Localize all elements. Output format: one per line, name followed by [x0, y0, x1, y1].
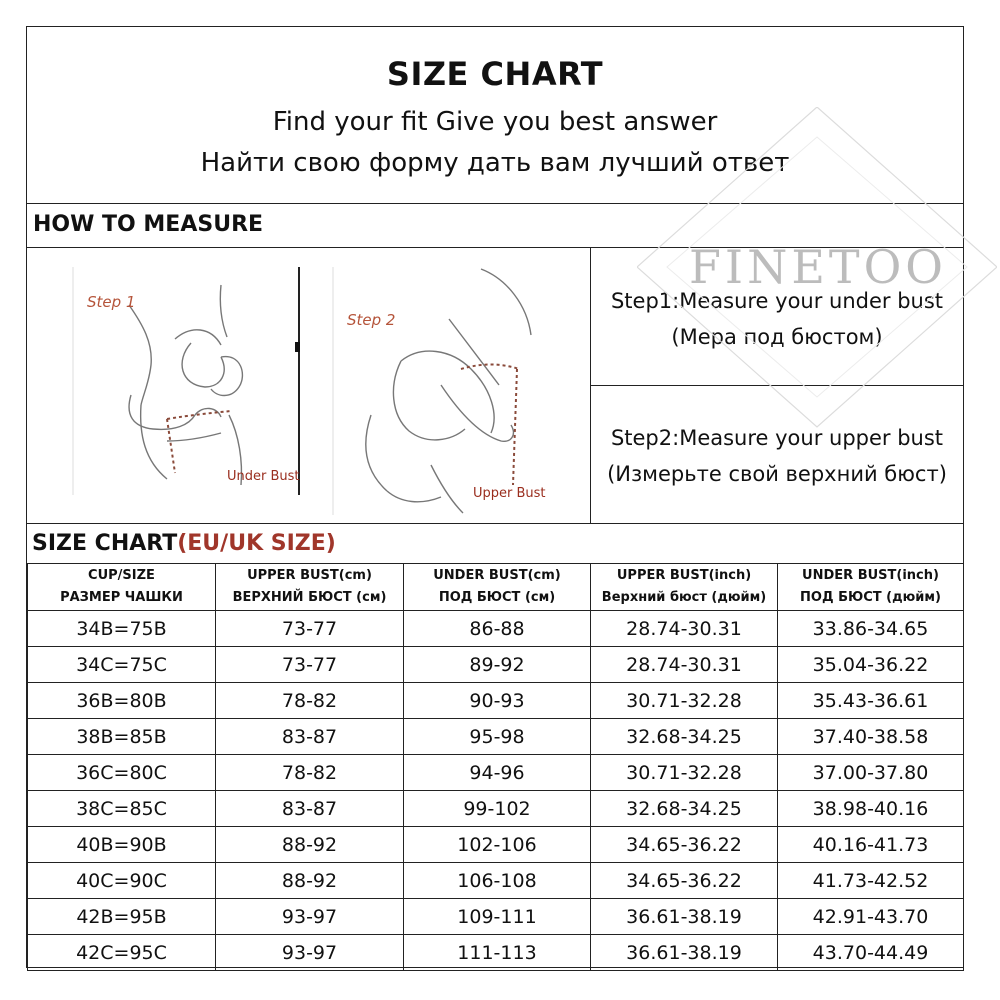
table-cell: 34B=75B: [28, 611, 216, 647]
header-section: [27, 27, 963, 204]
table-header-row: [28, 564, 964, 611]
step2-text: Step2:Measure your upper bust: [610, 426, 944, 450]
table-cell: 38C=85C: [28, 791, 216, 827]
table-cell: 90-93: [404, 683, 591, 719]
column-header-en: UNDER BUST(cm): [433, 568, 561, 583]
step1-label: Step 1: [87, 293, 136, 311]
column-header-en: CUP/SIZE: [88, 568, 155, 583]
table-row: [28, 611, 964, 647]
table-cell: 78-82: [216, 755, 404, 791]
table-row: [28, 647, 964, 683]
column-header-ru: ПОД БЮСТ (см): [438, 590, 556, 605]
table-cell: 106-108: [404, 863, 591, 899]
how-to-measure-heading-row: [27, 203, 963, 248]
table-cell: 41.73-42.52: [778, 863, 964, 899]
table-cell: 42.91-43.70: [778, 899, 964, 935]
table-cell: 88-92: [216, 863, 404, 899]
column-header: [778, 564, 964, 611]
table-cell: 36B=80B: [28, 683, 216, 719]
table-cell: 30.71-32.28: [591, 683, 778, 719]
table-cell: 35.43-36.61: [778, 683, 964, 719]
table-cell: 93-97: [216, 899, 404, 935]
step2-instructions: [591, 386, 963, 523]
table-cell: 86-88: [404, 611, 591, 647]
step2-text-russian: (Измерьте свой верхний бюст): [607, 462, 947, 486]
subtitle: Find your fit Give you best answer: [272, 107, 718, 137]
table-cell: 111-113: [404, 935, 591, 971]
column-header-ru: ПОД БЮСТ (дюйм): [800, 590, 941, 605]
table-cell: 73-77: [216, 647, 404, 683]
column-header: [591, 564, 778, 611]
table-cell: 42B=95B: [28, 899, 216, 935]
table-cell: 36.61-38.19: [591, 935, 778, 971]
table-cell: 95-98: [404, 719, 591, 755]
table-cell: 109-111: [404, 899, 591, 935]
separator-marker: [295, 342, 300, 352]
table-cell: 35.04-36.22: [778, 647, 964, 683]
size-chart-heading-row: [27, 523, 963, 564]
how-to-measure-title: HOW TO MEASURE: [33, 212, 264, 237]
table-cell: 37.00-37.80: [778, 755, 964, 791]
size-chart-title-main: SIZE CHART: [32, 531, 178, 556]
column-header-en: UPPER BUST(inch): [616, 568, 752, 583]
table-cell: 43.70-44.49: [778, 935, 964, 971]
column-header-ru: Верхний бюст (дюйм): [601, 590, 767, 605]
size-chart-card: [26, 26, 964, 968]
table-cell: 38B=85B: [28, 719, 216, 755]
upper-bust-label: Upper Bust: [473, 486, 546, 501]
step1-instructions: [591, 247, 963, 386]
column-header: [404, 564, 591, 611]
table-cell: 89-92: [404, 647, 591, 683]
table-row: [28, 683, 964, 719]
table-cell: 88-92: [216, 827, 404, 863]
measure-illustrations: [27, 247, 591, 523]
table-row: [28, 827, 964, 863]
table-row: [28, 863, 964, 899]
table-cell: 28.74-30.31: [591, 647, 778, 683]
table-cell: 94-96: [404, 755, 591, 791]
column-header: [216, 564, 404, 611]
table-cell: 32.68-34.25: [591, 791, 778, 827]
table-cell: 42C=95C: [28, 935, 216, 971]
size-chart-title: [32, 531, 336, 556]
column-header-en: UPPER BUST(cm): [247, 568, 372, 583]
column-header-ru: РАЗМЕР ЧАШКИ: [60, 590, 183, 605]
table-cell: 83-87: [216, 719, 404, 755]
table-cell: 30.71-32.28: [591, 755, 778, 791]
table-cell: 34C=75C: [28, 647, 216, 683]
table-cell: 36C=80C: [28, 755, 216, 791]
table-cell: 32.68-34.25: [591, 719, 778, 755]
table-cell: 78-82: [216, 683, 404, 719]
table-cell: 34.65-36.22: [591, 863, 778, 899]
table-cell: 40.16-41.73: [778, 827, 964, 863]
table-cell: 73-77: [216, 611, 404, 647]
table-row: [28, 755, 964, 791]
table-row: [28, 935, 964, 971]
subtitle-russian: Найти свою форму дать вам лучший ответ: [200, 148, 790, 178]
table-cell: 99-102: [404, 791, 591, 827]
size-chart-title-accent: (EU/UK SIZE): [177, 531, 336, 556]
table-cell: 40C=90C: [28, 863, 216, 899]
page-title: SIZE CHART: [386, 55, 604, 93]
table-row: [28, 899, 964, 935]
column-header-en: UNDER BUST(inch): [802, 568, 939, 583]
table-cell: 93-97: [216, 935, 404, 971]
table-cell: 36.61-38.19: [591, 899, 778, 935]
under-bust-label: Under Bust: [227, 469, 300, 484]
column-header-ru: ВЕРХНИЙ БЮСТ (см): [232, 590, 387, 605]
measure-section: [27, 247, 963, 524]
table-cell: 33.86-34.65: [778, 611, 964, 647]
column-header: [28, 564, 216, 611]
table-cell: 37.40-38.58: [778, 719, 964, 755]
table-cell: 38.98-40.16: [778, 791, 964, 827]
watermark-text: FINETOO: [689, 240, 948, 294]
step2-illustration: [331, 265, 571, 517]
table-cell: 34.65-36.22: [591, 827, 778, 863]
step1-text-russian: (Мера под бюстом): [671, 325, 883, 349]
size-table: [27, 563, 964, 971]
table-cell: 40B=90B: [28, 827, 216, 863]
step1-text: Step1:Measure your under bust: [610, 289, 944, 313]
table-cell: 102-106: [404, 827, 591, 863]
table-row: [28, 791, 964, 827]
step2-label: Step 2: [347, 311, 396, 329]
table-row: [28, 719, 964, 755]
table-cell: 28.74-30.31: [591, 611, 778, 647]
table-cell: 83-87: [216, 791, 404, 827]
